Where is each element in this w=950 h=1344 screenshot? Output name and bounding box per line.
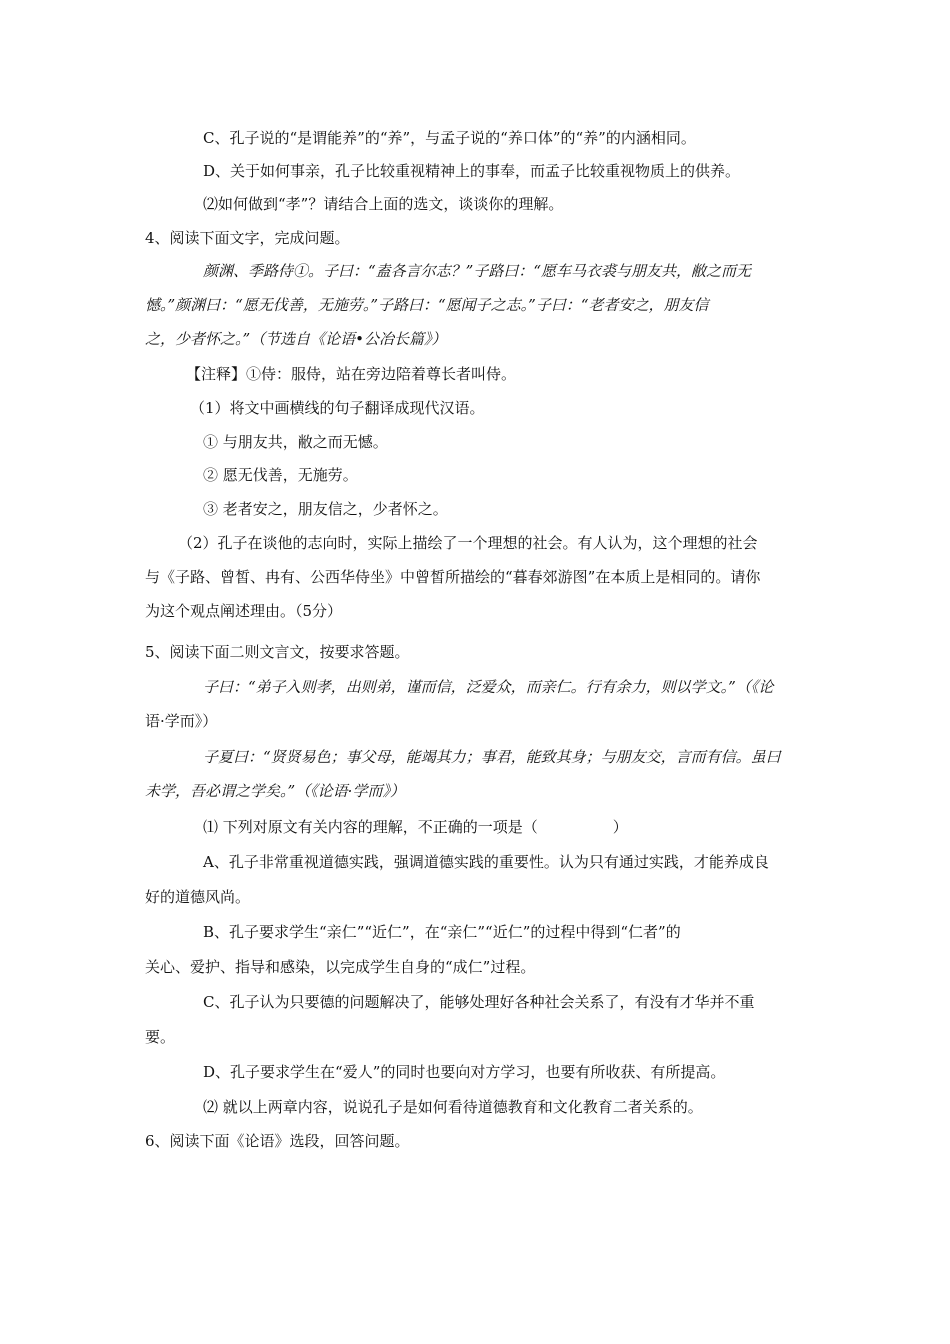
option-c-q3: C、孔子说的“是谓能养”的“养”，与孟子说的“养口体”的“养”的内涵相同。 — [203, 129, 696, 147]
option-b-q5-line-1: B、孔子要求学生“亲仁”“近仁”，在“亲仁”“近仁”的过程中得到“仁者”的 — [203, 923, 681, 941]
question-5-1: ⑴ 下列对原文有关内容的理解，不正确的一项是（ ） — [203, 818, 628, 836]
question-4-2-line-1: （2）孔子在谈他的志向时，实际上描绘了一个理想的社会。有人认为，这个理想的社会 — [178, 534, 758, 552]
translation-item-3: ③ 老者安之，朋友信之，少者怀之。 — [203, 500, 448, 518]
option-c-q5-line-2: 要。 — [145, 1028, 176, 1046]
passage-4-line-1: 颜渊、季路侍①。子曰：“盍各言尔志？”子路曰：“愿车马衣裘与朋友共，敝之而无 — [203, 262, 752, 280]
option-b-q5-line-2: 关心、爱护、指导和感染，以完成学生自身的“成仁”过程。 — [145, 958, 536, 976]
question-5-heading: 5、阅读下面二则文言文，按要求答题。 — [145, 643, 410, 661]
question-4-2-line-2: 与《子路、曾皙、冉有、公西华侍坐》中曾皙所描绘的“暮春郊游图”在本质上是相同的。请你 — [145, 568, 761, 586]
passage-4-line-2: 憾。”颜渊曰：“愿无伐善，无施劳。”子路曰：“愿闻子之志。”子曰：“老者安之，朋友信 — [145, 296, 709, 314]
passage-5a-line-1: 子曰：“弟子入则孝，出则弟，谨而信，泛爱众，而亲仁。行有余力，则以学文。”（《论 — [203, 678, 774, 696]
question-4-1: （1）将文中画横线的句子翻译成现代汉语。 — [190, 399, 485, 417]
option-a-q5-line-1: A、孔子非常重视道德实践，强调道德实践的重要性。认为只有通过实践，才能养成良 — [203, 853, 769, 871]
translation-item-1: ① 与朋友共，敝之而无憾。 — [203, 433, 388, 451]
passage-5a-line-2: 语·学而》） — [145, 712, 218, 730]
option-d-q5: D、孔子要求学生在“爱人”的同时也要向对方学习，也要有所收获、有所提高。 — [203, 1063, 726, 1081]
passage-5b-line-2: 未学，吾必谓之学矣。”（《论语·学而》） — [145, 782, 405, 800]
translation-item-2: ② 愿无伐善，无施劳。 — [203, 466, 358, 484]
annotation-note: 【注释】①侍：服侍，站在旁边陪着尊长者叫侍。 — [186, 365, 517, 383]
question-4-2-line-3: 为这个观点阐述理由。（5分） — [145, 602, 343, 620]
question-3-2: ⑵如何做到“孝”？请结合上面的选文，谈谈你的理解。 — [203, 195, 564, 213]
passage-4-line-3: 之，少者怀之。”（节选自《论语•公冶长篇》） — [145, 330, 447, 348]
option-c-q5-line-1: C、孔子认为只要德的问题解决了，能够处理好各种社会关系了，有没有才华并不重 — [203, 993, 755, 1011]
question-5-2: ⑵ 就以上两章内容，说说孔子是如何看待道德教育和文化教育二者关系的。 — [203, 1098, 703, 1116]
passage-5b-line-1: 子夏曰：“贤贤易色；事父母，能竭其力；事君，能致其身；与朋友交，言而有信。虽曰 — [203, 748, 781, 766]
question-4-heading: 4、阅读下面文字，完成问题。 — [145, 229, 350, 247]
option-d-q3: D、关于如何事亲，孔子比较重视精神上的事奉，而孟子比较重视物质上的供养。 — [203, 162, 741, 180]
question-6-heading: 6、阅读下面《论语》选段，回答问题。 — [145, 1132, 410, 1150]
option-a-q5-line-2: 好的道德风尚。 — [145, 888, 251, 906]
